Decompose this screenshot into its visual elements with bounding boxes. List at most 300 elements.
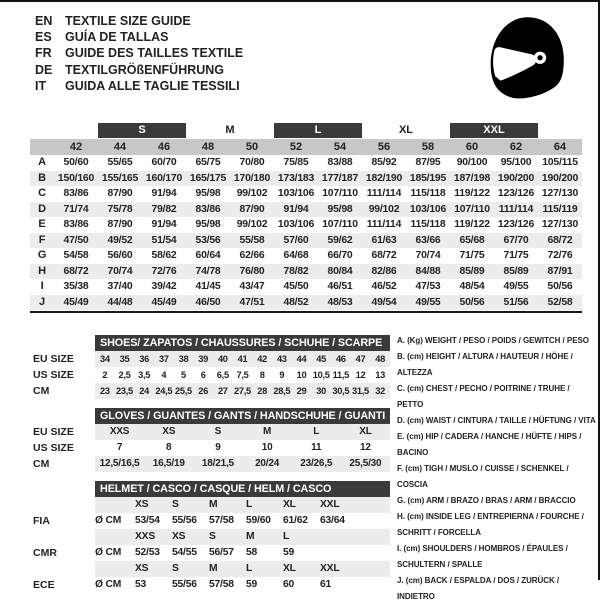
glove-size-cell: 16,5/19: [152, 458, 185, 469]
measurement-cell: 119/122: [454, 188, 490, 199]
measurement-cell: 45/50: [283, 281, 309, 292]
measurement-cell: 91/94: [151, 219, 177, 230]
measurement-cell: 56/60: [107, 250, 133, 261]
language-code: DE: [35, 62, 53, 77]
measurement-cell: 74/78: [195, 265, 221, 277]
measurement-cell: 107/110: [322, 188, 358, 199]
measurement-cell: 37/40: [107, 281, 133, 292]
measurement-cell: 52/58: [547, 296, 573, 308]
diameter-column-spacer: [95, 529, 135, 545]
measurement-cell: 111/114: [366, 219, 402, 230]
language-row: [35, 62, 243, 78]
helmet-table: [33, 481, 390, 593]
language-code: EN: [35, 14, 53, 28]
measurement-cell: 111/114: [366, 188, 402, 199]
shoe-size-cell: 40: [217, 354, 228, 364]
language-title: TEXTILE SIZE GUIDE: [65, 14, 191, 28]
glove-size-cell: XL: [359, 426, 372, 437]
shoe-size-cell: 3,5: [138, 370, 151, 380]
shoe-size-cell: 41: [237, 354, 248, 364]
row-letter: C: [38, 187, 46, 199]
measurement-cell: 67/70: [503, 234, 529, 246]
helmet-size-cell: L: [246, 563, 253, 574]
measurement-cell: 91/94: [151, 188, 177, 199]
size-column-header: 64: [553, 141, 567, 153]
measurement-cell: 85/92: [371, 157, 397, 168]
measurement-cell: 58/62: [151, 250, 177, 261]
measurement-cell: 47/50: [63, 234, 89, 246]
shoe-size-cell: 5: [181, 370, 186, 380]
measurement-cell: 75/85: [283, 157, 309, 168]
measurement-cell: 48/54: [459, 281, 485, 292]
legend-item: F. (cm) TIGH / MUSLO / CUISSE / SCHENKEL / COSCIA: [397, 464, 569, 489]
shoe-size-cell: 28,5: [273, 386, 291, 396]
shoes-values: [95, 351, 390, 367]
glove-size-cell: XXS: [109, 426, 130, 437]
measurement-cell: 173/183: [277, 172, 315, 184]
measurement-cell: 49/55: [503, 281, 529, 292]
measurement-cell: 51/56: [503, 296, 529, 308]
shoe-size-cell: 44: [296, 354, 307, 364]
measurement-cell: 51/54: [151, 234, 177, 246]
size-column-header: 60: [465, 141, 479, 153]
measurement-cell: 50/56: [459, 296, 485, 308]
language-code: FR: [35, 46, 52, 61]
measurement-row: [30, 248, 582, 264]
row-letter: E: [38, 218, 46, 230]
measurement-cell: 87/90: [107, 219, 133, 230]
shoes-values: [95, 383, 390, 399]
measurement-cell: 103/106: [277, 219, 315, 230]
measurement-cell: 99/102: [236, 219, 268, 230]
measurement-cell: 91/94: [283, 203, 309, 215]
shoe-size-cell: 43: [276, 354, 287, 364]
glove-size-cell: 10: [261, 442, 273, 453]
measurement-cell: 72/76: [547, 250, 573, 261]
helmet-size-cell: S: [172, 563, 179, 574]
measurement-cell: 119/122: [454, 219, 490, 230]
helmet-value-cell: 59: [246, 579, 258, 590]
helmet-size-cell: L: [246, 499, 253, 510]
measurement-cell: 127/130: [541, 219, 579, 230]
size-column-header: 50: [245, 141, 259, 153]
glove-size-cell: 12,5/16,5: [99, 458, 140, 469]
shoe-size-cell: 27: [217, 386, 228, 396]
size-group-xl: XL: [398, 124, 414, 136]
shoe-size-cell: 38: [178, 354, 189, 364]
size-column-header: 44: [113, 141, 127, 153]
language-code: ES: [35, 30, 52, 45]
measurement-cell: 68/72: [547, 234, 573, 246]
measurement-row: [30, 295, 582, 311]
row-letter: I: [40, 280, 44, 292]
measurement-cell: 48/53: [327, 296, 353, 308]
measurement-cell: 71/74: [63, 203, 89, 215]
measurement-cell: 190/200: [541, 172, 579, 184]
glove-size-cell: M: [263, 426, 272, 437]
measurement-cell: 99/102: [236, 188, 268, 199]
row-label: EU SIZE: [33, 353, 74, 365]
helmet-size-cell: XL: [283, 499, 296, 510]
measurement-cell: 46/52: [371, 281, 397, 292]
measurement-cell: 46/51: [327, 281, 353, 292]
measurement-cell: 72/76: [151, 265, 177, 277]
helmet-sizes-row: [33, 561, 390, 577]
helmet-value-cell: 53: [135, 579, 147, 590]
shoe-size-cell: 46: [335, 354, 346, 364]
measurement-row: [30, 233, 582, 249]
measurement-cell: 95/98: [195, 188, 221, 199]
size-column-header: 54: [333, 141, 347, 153]
glove-size-cell: XS: [162, 426, 176, 437]
helmet-size-cell: XS: [135, 499, 149, 510]
row-letter: B: [38, 171, 46, 184]
language-row: [35, 13, 243, 29]
shoe-size-cell: 9: [279, 370, 285, 380]
measurement-cell: 170/180: [233, 172, 271, 184]
shoe-size-cell: 47: [355, 354, 366, 364]
size-column-header: 56: [377, 141, 391, 153]
helmet-value-cell: 55/56: [172, 515, 197, 526]
language-row: [35, 78, 243, 94]
helmet-size-cell: XL: [283, 563, 296, 574]
helmet-sizes-band: [95, 561, 390, 577]
shoe-size-cell: 28: [257, 386, 268, 396]
measurement-cell: 155/165: [101, 172, 139, 184]
measurement-cell: 82/86: [371, 265, 397, 277]
glove-size-cell: S: [214, 426, 222, 437]
shoe-size-cell: 37: [158, 354, 169, 364]
shoe-size-cell: 11,5: [332, 370, 350, 380]
measurement-cell: 115/118: [410, 219, 446, 230]
section-divider-line: [30, 311, 582, 313]
helmet-value-cell: 54/55: [172, 547, 197, 558]
measurement-cell: 87/95: [415, 157, 441, 168]
measurement-rows: [30, 155, 582, 310]
measurement-row: [30, 202, 582, 218]
size-group-m: M: [225, 124, 235, 136]
measurement-cell: 53/56: [195, 234, 221, 246]
shoe-size-cell: 39: [198, 354, 209, 364]
row-label: CM: [33, 458, 50, 470]
measurement-cell: 84/88: [415, 265, 441, 277]
measurement-cell: 62/66: [239, 250, 265, 261]
measurement-cell: 70/74: [415, 250, 441, 261]
gloves-row: [33, 456, 390, 472]
shoes-rows: [33, 351, 390, 399]
helmet-values-band: [95, 577, 390, 593]
measurement-cell: 103/106: [409, 203, 447, 215]
helmet-values-band: [95, 513, 390, 529]
shoe-size-cell: 42: [257, 354, 268, 364]
measurement-cell: 49/54: [371, 296, 397, 308]
measurement-cell: 83/86: [63, 188, 89, 199]
helmet-title-bar: HELMET / CASCO / CASQUE / HELM / CASCO: [95, 481, 390, 497]
helmet-standard-label: ECE: [33, 579, 55, 591]
helmet-value-cell: 59: [283, 547, 295, 558]
gloves-title-bar: GLOVES / GUANTES / GANTS / HANDSCHUHE / GUANTI: [95, 408, 390, 424]
shoe-size-cell: 27,5: [234, 386, 251, 396]
measurement-cell: 165/175: [189, 172, 227, 184]
measurement-cell: 83/86: [195, 203, 221, 215]
size-column-header: 52: [289, 141, 303, 153]
diameter-unit: Ø CM: [95, 547, 122, 558]
helmet-value-cell: 59/60: [246, 515, 271, 526]
glove-size-cell: 11: [311, 442, 322, 453]
measurement-cell: 111/114: [498, 203, 534, 215]
helmet-values-row: [33, 545, 390, 561]
measurement-cell: 127/130: [541, 188, 579, 199]
diameter-unit: Ø CM: [95, 515, 122, 526]
language-code: IT: [35, 78, 47, 93]
measurement-cell: 54/58: [63, 250, 89, 261]
measurement-cell: 85/89: [503, 265, 529, 277]
helmet-values-row: [33, 513, 390, 529]
row-letter: G: [37, 249, 47, 261]
shoe-size-cell: 45: [316, 354, 327, 364]
helmet-size-cell: M: [209, 499, 218, 510]
helmet-value-cell: 52/53: [135, 547, 160, 558]
measurement-cell: 123/126: [497, 219, 535, 230]
glove-size-cell: 8: [166, 442, 172, 453]
helmet-standard-section: [33, 529, 390, 561]
shoe-size-cell: 30: [316, 386, 327, 396]
measurement-cell: 190/200: [497, 172, 535, 184]
measurement-cell: 95/98: [195, 219, 221, 230]
helmet-value-cell: 53/54: [135, 515, 160, 526]
shoe-size-cell: 6: [200, 370, 206, 380]
diameter-column-spacer: [95, 497, 135, 513]
language-row: [35, 45, 243, 61]
shoe-size-cell: 12: [355, 370, 366, 380]
measurement-cell: 85/89: [459, 265, 485, 277]
helmet-size-cell: XXS: [135, 531, 156, 542]
helmet-value-cell: 55/56: [172, 579, 197, 590]
helmet-size-cell: XXL: [320, 563, 340, 574]
size-column-header: 62: [509, 141, 523, 153]
shoe-size-cell: 31,5: [352, 386, 369, 396]
helmet-value-cell: 57/58: [209, 579, 234, 590]
helmet-size-cell: [320, 529, 357, 545]
language-title: TEXTILGRÖßENFÜHRUNG: [65, 62, 225, 77]
helmet-value-cell: [320, 545, 357, 561]
helmet-size-cell: M: [246, 531, 255, 542]
measurement-cell: 65/75: [195, 157, 221, 168]
measurement-cell: 64/68: [283, 250, 309, 261]
shoe-size-cell: 2: [102, 370, 108, 380]
size-group-s: S: [98, 123, 186, 138]
gloves-table: [33, 408, 390, 472]
helmet-values-band: [95, 545, 390, 561]
shoe-size-cell: 25,5: [175, 386, 192, 396]
helmet-sizes-row: [33, 529, 390, 545]
legend-item: E. (cm) HIP / CADERA / HANCHE / HÜFTE / HIPS / BACINO: [397, 432, 582, 457]
helmet-value-cell: 58: [246, 547, 258, 558]
shoe-size-cell: 35: [119, 354, 130, 364]
measurement-cell: 45/49: [63, 296, 89, 308]
size-group-xxl: XXL: [450, 123, 538, 138]
letter-column-spacer: [30, 139, 54, 155]
language-title: GUIDA ALLE TAGLIE TESSILI: [65, 78, 240, 93]
measurement-cell: 61/63: [371, 234, 397, 246]
diameter-unit: Ø CM: [95, 579, 122, 590]
measurement-cell: 70/74: [107, 265, 133, 277]
row-label-spacer: [33, 561, 95, 577]
measurement-legend: [397, 333, 597, 600]
size-column-header: 46: [157, 141, 171, 153]
gloves-values: [95, 456, 390, 472]
measurement-cell: 66/70: [327, 250, 353, 261]
measurement-cell: 68/72: [63, 265, 89, 277]
gloves-values: [95, 440, 390, 456]
legend-item: A. (Kg) WEIGHT / PESO / POIDS / GEWITCH / PESO: [397, 336, 589, 345]
legend-item: B. (cm) HEIGHT / ALTURA / HAUTEUR / HÖHE / ALTEZZA: [397, 352, 573, 377]
helmet-value-cell: 60: [283, 579, 295, 590]
measurement-cell: 95/100: [500, 157, 532, 168]
measurement-cell: 99/102: [368, 203, 400, 215]
legend-item: C. (cm) CHEST / PECHO / POITRINE / TRUHE / PETTO: [397, 384, 570, 409]
row-label-spacer: [33, 497, 95, 513]
helmet-sizes-band: [95, 529, 390, 545]
measurement-cell: 79/82: [151, 203, 177, 215]
measurement-cell: 71/75: [503, 250, 529, 261]
gloves-row: [33, 440, 390, 456]
shoes-row: [33, 383, 390, 399]
size-column-header: 48: [201, 141, 215, 153]
measurement-cell: 95/98: [327, 203, 353, 215]
language-title: GUIDE DES TAILLES TEXTILE: [65, 46, 244, 61]
measurement-cell: 76/80: [239, 265, 265, 277]
glove-size-cell: L: [313, 426, 320, 437]
row-letter: D: [38, 202, 46, 215]
measurement-cell: 60/70: [151, 157, 177, 168]
helmet-size-cell: XS: [135, 563, 149, 574]
measurement-cell: 75/78: [107, 203, 133, 215]
measurement-cell: 70/80: [239, 157, 265, 168]
measurement-cell: 55/58: [239, 234, 265, 246]
row-label: US SIZE: [33, 369, 74, 381]
measurement-cell: 68/72: [371, 250, 397, 261]
helmet-size-cell: XXL: [320, 499, 340, 510]
diameter-column-spacer: [95, 561, 135, 577]
helmet-standard-label: FIA: [33, 515, 50, 527]
shoe-size-cell: 4: [161, 370, 167, 380]
measurement-cell: 71/75: [459, 250, 485, 261]
shoe-size-cell: 24: [139, 386, 150, 396]
helmet-standard-label: CMR: [33, 547, 57, 559]
measurement-cell: 115/118: [410, 188, 446, 199]
shoe-size-cell: 34: [99, 354, 110, 364]
measurement-cell: 65/68: [459, 234, 485, 246]
gloves-values: [95, 424, 390, 440]
measurement-cell: 41/45: [195, 281, 221, 292]
measurement-cell: 103/106: [277, 188, 315, 199]
shoe-size-cell: 30,5: [332, 386, 350, 396]
shoes-row: [33, 351, 390, 367]
measurement-cell: 63/66: [415, 234, 441, 246]
legend-item: I. (cm) SHOULDERS / HOMBROS / ÉPAULES / SCHULTERN / SPALLE: [397, 544, 568, 569]
row-label: US SIZE: [33, 442, 74, 454]
measurement-cell: 47/53: [415, 281, 441, 292]
measurement-cell: 39/42: [151, 281, 177, 292]
measurement-cell: 55/65: [107, 157, 133, 168]
legend-item: D. (cm) WAIST / CINTURA / TAILLE / HÜFTUNG / VITA: [397, 416, 596, 425]
measurement-cell: 182/190: [365, 172, 403, 184]
helmet-standard-section: [33, 497, 390, 529]
measurement-cell: 177/187: [321, 172, 359, 184]
shoe-size-cell: 24,5: [155, 386, 173, 396]
measurement-row: [30, 171, 582, 187]
measurement-cell: 90/100: [456, 157, 488, 168]
helmet-size-cell: L: [283, 531, 290, 542]
language-title-list: [35, 13, 243, 94]
measurement-cell: 87/90: [239, 203, 265, 215]
measurement-cell: 80/84: [327, 265, 353, 277]
shoes-title-bar: SHOES/ ZAPATOS / CHAUSSURES / SCHUHE / SCARPE: [95, 335, 390, 351]
glove-size-cell: 18/21,5: [201, 458, 234, 469]
shoe-size-cell: 6,5: [216, 370, 229, 380]
glove-size-cell: 20/24: [255, 458, 280, 469]
helmet-size-cell: XS: [172, 531, 186, 542]
measurement-row: [30, 279, 582, 295]
row-letter: J: [39, 295, 45, 308]
measurement-cell: 35/38: [63, 281, 89, 292]
measurement-cell: 87/91: [547, 265, 573, 277]
measurement-row: [30, 217, 582, 233]
row-letter: F: [38, 233, 46, 246]
measurement-row: [30, 186, 582, 202]
language-row: [35, 29, 243, 45]
measurement-cell: 43/47: [239, 281, 265, 292]
shoe-size-cell: 10,5: [312, 370, 330, 380]
size-group-l: L: [274, 123, 362, 138]
language-title: GUÍA DE TALLAS: [65, 30, 169, 45]
glove-size-cell: 7: [116, 442, 123, 453]
measurement-cell: 107/110: [322, 219, 358, 230]
shoes-row: [33, 367, 390, 383]
glove-size-cell: 25,5/30: [349, 458, 382, 469]
legend-item: H. (cm) INSIDE LEG / ENTREPIERNA / FOURCHE / SCHRITT / FORCELLA: [397, 512, 584, 537]
shoe-size-cell: 26: [198, 386, 209, 396]
measurement-cell: 50/56: [547, 281, 573, 292]
shoe-size-cell: 23: [99, 386, 110, 396]
helmet-sections: [33, 497, 390, 593]
legend-item: G. (cm) ARM / BRAZO / BRAS / ARM / BRACCIO: [397, 496, 576, 505]
measurement-cell: 45/49: [151, 296, 177, 308]
measurement-cell: 107/110: [454, 203, 490, 215]
helmet-size-cell: M: [209, 563, 218, 574]
helmet-size-cell: S: [209, 531, 216, 542]
helmet-value-cell: 61: [320, 579, 332, 590]
helmet-value-cell: 63/64: [320, 515, 345, 526]
row-label: CM: [33, 385, 50, 397]
gloves-rows: [33, 424, 390, 472]
measurement-cell: 60/64: [195, 250, 221, 261]
measurement-cell: 78/82: [283, 265, 309, 277]
measurement-cell: 87/90: [107, 188, 133, 199]
measurement-cell: 48/52: [283, 296, 309, 308]
measurement-cell: 115/119: [542, 203, 578, 215]
row-label-spacer: [33, 529, 95, 545]
measurement-cell: 123/126: [497, 188, 535, 199]
shoe-size-cell: 8: [259, 370, 265, 380]
measurement-cell: 44/48: [107, 296, 133, 308]
shoe-size-cell: 36: [139, 354, 150, 364]
helmet-standard-section: [33, 561, 390, 593]
top-border-line: [0, 0, 600, 2]
shoe-size-cell: 10: [296, 370, 307, 380]
measurement-cell: 49/55: [415, 296, 441, 308]
